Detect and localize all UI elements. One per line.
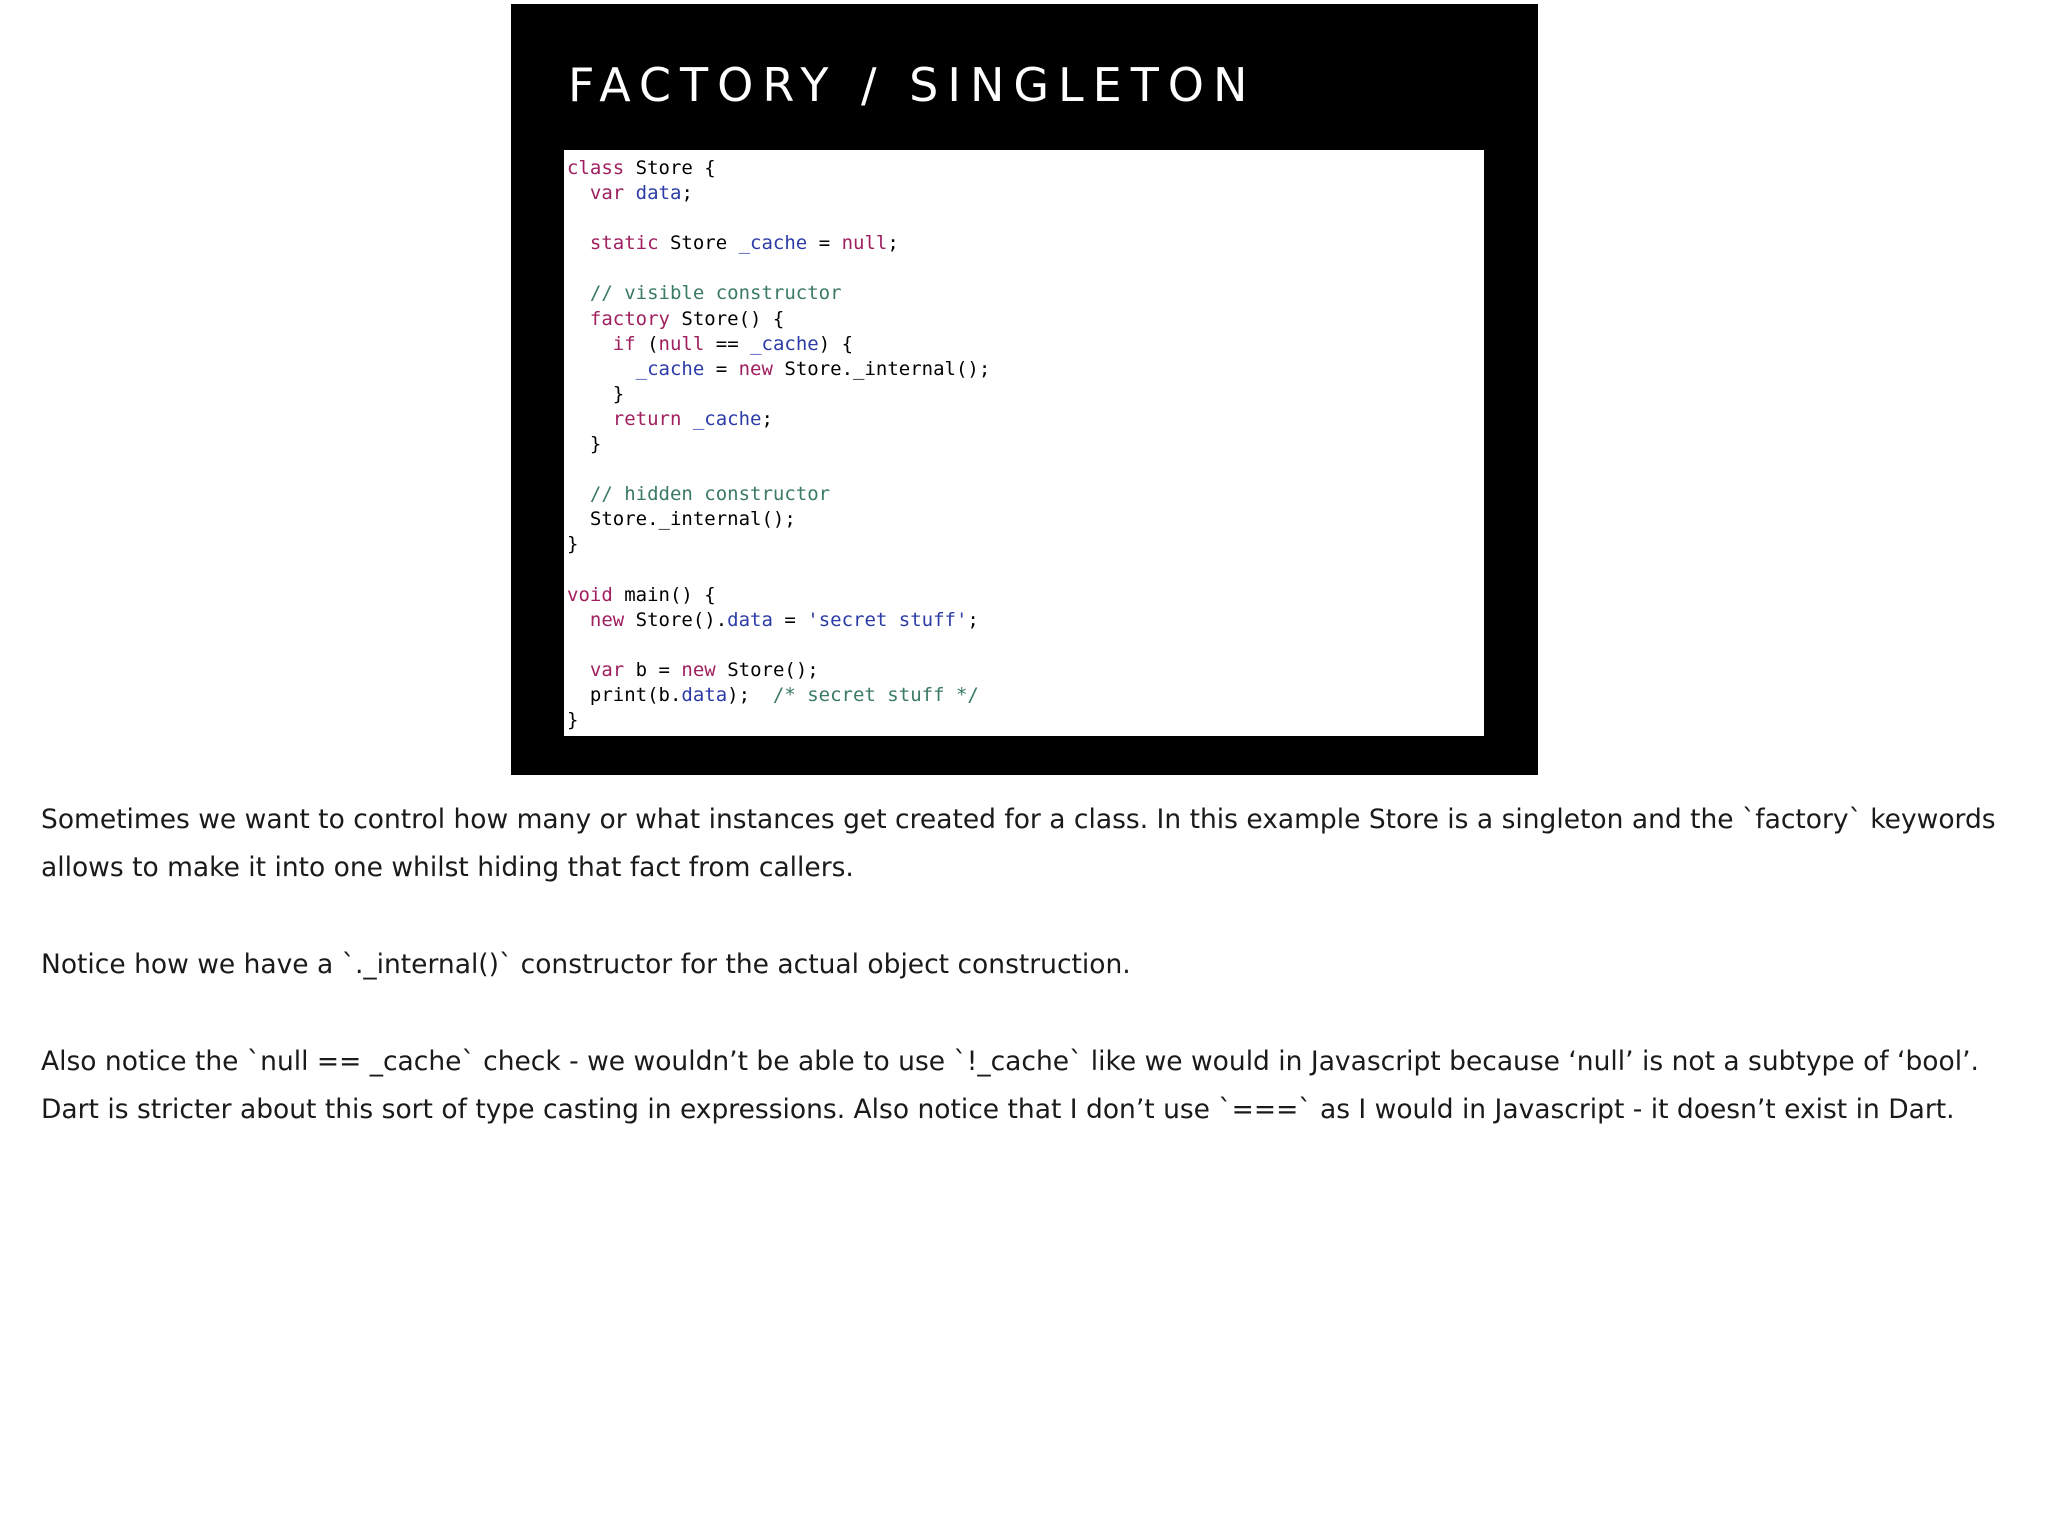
code-line: [567, 583, 1484, 608]
code-line: [567, 683, 1484, 708]
code-listing: [564, 150, 1484, 733]
code-token-comment: // hidden constructor: [567, 483, 831, 506]
slide-title: FACTORY / SINGLETON: [568, 58, 1257, 112]
code-token-keyword: var: [589, 658, 625, 681]
code-token-field: data: [635, 182, 682, 205]
code-token-field: _cache: [750, 332, 819, 355]
code-token-plain: ;: [967, 608, 979, 631]
code-token-keyword: static: [589, 232, 659, 255]
code-line: [567, 357, 1484, 382]
speaker-notes: [41, 796, 2021, 1183]
code-line: [567, 407, 1484, 432]
code-line: [567, 507, 1484, 532]
code-token-plain: }: [567, 433, 602, 456]
code-line: [567, 181, 1484, 206]
code-token-plain: ;: [761, 407, 773, 430]
code-token-comment: /* secret stuff */: [772, 683, 979, 706]
code-token-keyword: new: [589, 608, 625, 631]
code-token-field: _cache: [692, 407, 762, 430]
code-line: [567, 608, 1484, 633]
code-token-plain: [567, 182, 590, 204]
code-token-plain: [624, 182, 635, 204]
code-line: [567, 432, 1484, 457]
code-line: [567, 457, 1484, 482]
code-token-plain: [567, 232, 590, 254]
code-token-plain: =: [704, 357, 739, 380]
code-line: [567, 332, 1484, 357]
code-token-plain: Store() {: [669, 307, 785, 330]
code-token-plain: Store: [658, 232, 739, 255]
notes-paragraph-1: Sometimes we want to control how many or what instances get created for a class. In this example Store is a singleton and the `factory` keywords allows to make it into one whilst hiding that fact from callers.: [41, 804, 1996, 883]
slide: [511, 4, 1538, 775]
code-line: [567, 558, 1484, 583]
code-token-plain: Store().: [624, 608, 728, 631]
code-line: [567, 658, 1484, 683]
code-token-plain: }: [567, 382, 625, 405]
code-token-field: _cache: [738, 232, 808, 255]
code-token-keyword: null: [841, 232, 888, 255]
notes-paragraph-3: Also notice the `null == _cache` check - we wouldn’t be able to use `!_cache` like we would in Javascript because ‘null’ is not a subtype of ‘bool’. Dart is stricter about this sort of type casting in expressions. Also notice that I don’t use `===` as I would in Javascript - it doesn’t exist in Dart.: [41, 1046, 1979, 1125]
code-token-plain: [567, 408, 613, 430]
code-line: [567, 256, 1484, 281]
code-token-keyword: null: [658, 332, 705, 355]
code-token-plain: =: [772, 608, 808, 631]
code-token-plain: main() {: [612, 583, 716, 606]
code-line: [567, 231, 1484, 256]
code-token-plain: Store._internal();: [772, 357, 991, 380]
code-token-keyword: new: [681, 658, 716, 681]
code-token-plain: (: [635, 332, 659, 355]
code-line: [567, 281, 1484, 306]
code-line: [567, 633, 1484, 658]
code-token-keyword: var: [589, 182, 625, 205]
code-token-plain: ==: [704, 332, 751, 355]
code-line: [567, 708, 1484, 733]
notes-paragraph-2: Notice how we have a `._internal()` constructor for the actual object construction.: [41, 949, 1131, 980]
code-token-plain: [567, 308, 590, 330]
code-token-keyword: factory: [589, 307, 670, 330]
code-token-plain: Store._internal();: [567, 508, 796, 531]
code-line: [567, 532, 1484, 557]
code-line: [567, 206, 1484, 231]
code-token-field: _cache: [635, 357, 705, 380]
code-line: [567, 307, 1484, 332]
code-token-string: 'secret stuff': [807, 608, 968, 631]
code-block: [564, 150, 1484, 736]
code-token-plain: ;: [887, 232, 899, 255]
code-token-plain: [567, 333, 613, 355]
code-token-comment: // visible constructor: [567, 282, 842, 305]
code-token-plain: }: [567, 709, 579, 732]
code-token-plain: }: [567, 533, 579, 556]
code-token-plain: Store();: [715, 658, 819, 681]
code-token-keyword: void: [567, 583, 613, 606]
code-token-plain: [567, 609, 590, 631]
code-token-plain: [567, 659, 590, 681]
code-line: [567, 156, 1484, 181]
code-token-keyword: class: [567, 157, 625, 179]
code-token-plain: [567, 358, 636, 380]
code-token-plain: Store {: [624, 157, 716, 179]
code-token-keyword: if: [612, 332, 636, 355]
code-token-plain: print(b.: [567, 683, 682, 706]
code-token-plain: b =: [624, 658, 682, 681]
code-token-field: data: [681, 683, 728, 706]
code-token-field: data: [727, 608, 773, 631]
code-token-plain: ;: [681, 182, 693, 205]
code-line: [567, 382, 1484, 407]
code-token-plain: );: [727, 683, 773, 706]
code-token-keyword: new: [738, 357, 773, 380]
code-token-keyword: return: [612, 407, 682, 430]
code-line: [567, 482, 1484, 507]
code-token-plain: [681, 408, 692, 430]
code-token-plain: =: [807, 232, 842, 255]
code-token-plain: ) {: [818, 332, 854, 355]
